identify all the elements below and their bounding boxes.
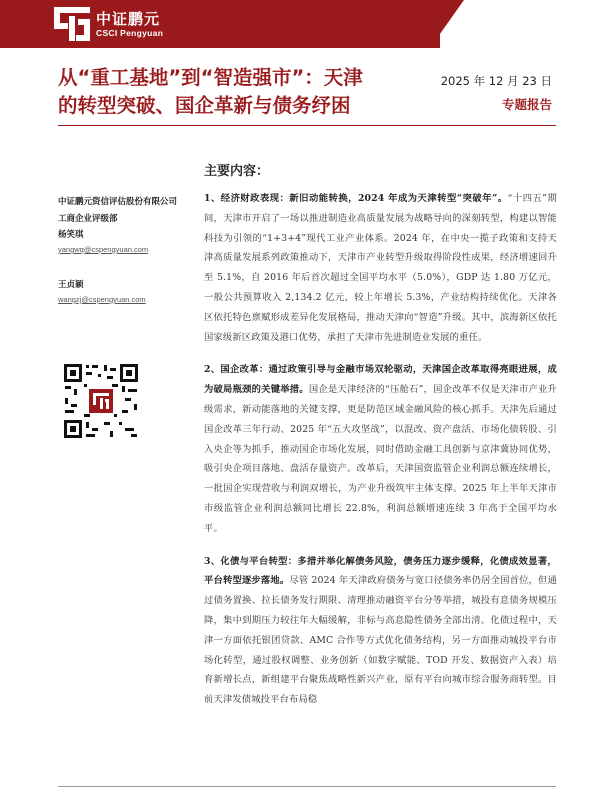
paragraph-body: 尽管 2024 年天津政府债务与宽口径债务率仍居全国首位，但通过债务置换、拉长债务发行期限、清理推动融资平台分等举措，城投有息债务规模压降，集中到期压力较往年大幅缓解，非标与高息隐性债务全部出清。化债过程中，天津一方面依托银团贷款、AMC 合作等方式优化债务结构，另一方面推动城投平台市场化转型，通过股权调整、业务创新（如数字赋能、TOD 开发、数据资产入表）培育新增长点，新组建平台聚焦战略性新兴产业，原有平台向城市综合服务商转型。目前天津发债城投平台布局稳 xyxy=(204,575,557,706)
paragraph-lead: 3、化债与平台转型：多措并举化解债务风险，债务压力逐步缓释，化债成效显著，平台转型逐步落地。 xyxy=(204,555,557,587)
summary-paragraph-2 xyxy=(204,360,557,538)
report-header xyxy=(0,0,600,55)
paragraph-lead: 2、国企改革：通过政策引导与金融市场双轮驱动，天津国企改革取得亮眼进展，成为破局瓶颈的关键举措。 xyxy=(204,364,557,396)
summary-paragraphs xyxy=(204,189,557,723)
department-name: 工商企业评级部 xyxy=(58,214,118,224)
analyst-name: 王贞颖 xyxy=(58,280,84,290)
header-band-wedge xyxy=(430,0,464,48)
summary-paragraph-1 xyxy=(204,189,557,347)
company-logo-icon xyxy=(54,7,90,41)
organization-name: 中证鹏元资信评估股份有限公司 xyxy=(58,197,178,207)
analyst-name: 杨笑琪 xyxy=(58,230,84,240)
title-divider xyxy=(58,125,556,126)
summary-paragraph-3 xyxy=(204,552,557,710)
footer-divider xyxy=(58,786,556,787)
paragraph-body: 国企是天津经济的“压舱石”，国企改革不仅是天津市产业升级需求，新动能落地的关键支撑，更是防范区域金融风险的核心抓手。天津先后通过国企改革三年行动、2025 年“五大攻坚战”，以混改、资产盘活、市场化债转股、引入央企等为抓手，推动国企市场化发展，同时借助金融工具创新与京津冀协同优势，吸引央企项目落地、盘活存量资产。改革后，天津国资监管企业利润总额连续增长，一批国企实现营收与利润双增长，为产业升级筑牢主体支撑。2025 年上半年天津市市级监管企业利润总额同比增长 22.8%，利润总额增速连续 3 年高于全国平均水平。 xyxy=(204,384,557,534)
report-title-line-1: 从“重工基地”到“智造强市”：天津 xyxy=(58,66,363,89)
paragraph-body: “十四五”期间，天津市开启了一场以推进制造业高质量发展为战略导向的深刻转型，构建以智能科技为引领的“1+3+4”现代工业产业体系。2024 年，在中央一揽子政策和支持天津高质量发展系列政策推动下，天津市产业转型升级取得阶段性成果，经济增速回升至 5.1%，自 2016 年后首次超过全国平均水平（5.0%），GDP 达 1.80 万亿元，一般公共预算收入 2,134.2 亿元，较上年增长 5.3%，产业结构持续优化。天津各区依托特色禀赋形成差异化发展格局，推动天津向“智造”升级。其中，滨海新区依托国家级新区政策及港口优势，承担了天津市先进制造业发展的重任。 xyxy=(204,193,557,343)
analyst-email-link[interactable]: yangwq@cspengyuan.com xyxy=(58,245,149,254)
brand-name-en: CSCI Pengyuan xyxy=(96,28,164,38)
report-type-label: 专题报告 xyxy=(501,97,552,112)
report-title-line-2: 的转型突破、国企革新与债务纾困 xyxy=(58,94,351,117)
brand-name-cn: 中证鹏元 xyxy=(96,10,161,28)
analyst-email-link[interactable]: wangzj@cspengyuan.com xyxy=(58,295,146,304)
section-heading: 主要内容： xyxy=(204,164,270,179)
report-date: 2025 年 12 月 23 日 xyxy=(440,74,552,88)
report-title xyxy=(58,64,448,120)
paragraph-lead: 1、经济财政表现：新旧动能转换，2024 年成为天津转型“突破年”。 xyxy=(204,193,508,204)
qr-code-icon xyxy=(62,362,140,440)
